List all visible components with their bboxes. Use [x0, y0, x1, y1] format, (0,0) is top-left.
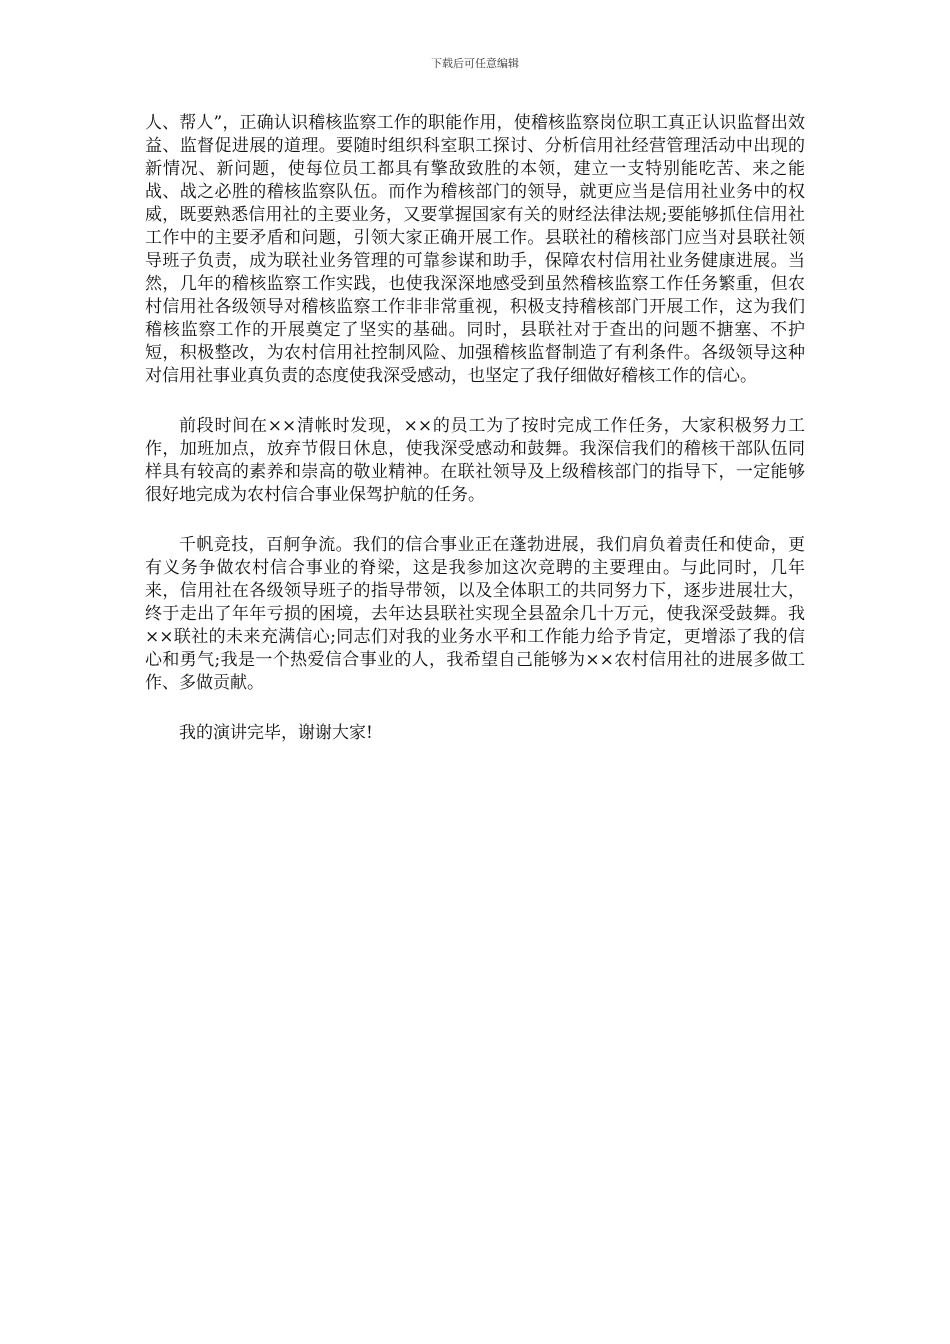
paragraph-4: 我的演讲完毕，谢谢大家!	[179, 723, 373, 743]
paragraph-3: 千帆竞技，百舸争流。我们的信合事业正在蓬勃进展，我们肩负着责任和使命，更有义务争做农村信合事业的脊梁，这是我参加这次竞聘的主要理由。与此同时，几年来，信用社在各级领导班子的指导带领，以及全体职工的共同努力下，逐步进展壮大，终于走出了年年亏损的困境，去年达县联社实现全县盈余几十万元，使我深受鼓舞。我××联社的未来充满信心;同志们对我的业务水平和工作能力给予肯定，更增添了我的信心和勇气;我是一个热爱信合事业的人，我希望自己能够为××农村信用社的进展多做工作、多做贡献。	[145, 535, 805, 693]
paragraph-2: 前段时间在××清帐时发现，××的员工为了按时完成工作任务，大家积极努力工作，加班加点，放弃节假日休息，使我深受感动和鼓舞。我深信我们的稽核干部队伍同样具有较高的素养和崇高的敬业精神。在联社领导及上级稽核部门的指导下，一定能够很好地完成为农村信合事业保驾护航的任务。	[145, 416, 805, 505]
page-header: 下载后可任意编辑	[431, 57, 519, 70]
document-body	[145, 112, 805, 772]
paragraph-1: 人、帮人”，正确认识稽核监察工作的职能作用，使稽核监察岗位职工真正认识监督出效益、监督促进展的道理。要随时组织科室职工探讨、分析信用社经营管理活动中出现的新情况、新问题，使每位员工都具有擎敌致胜的本领，建立一支特别能吃苦、来之能战、战之必胜的稽核监察队伍。而作为稽核部门的领导，就更应当是信用社业务中的权威，既要熟悉信用社的主要业务，又要掌握国家有关的财经法律法规;要能够抓住信用社工作中的主要矛盾和问题，引领大家正确开展工作。县联社的稽核部门应当对县联社领导班子负责，成为联社业务管理的可靠参谋和助手，保障农村信用社业务健康进展。当然，几年的稽核监察工作实践，也使我深深地感受到虽然稽核监察工作任务繁重，但农村信用社各级领导对稽核监察工作非非常重视，积极支持稽核部门开展工作，这为我们稽核监察工作的开展奠定了坚实的基础。同时，县联社对于查出的问题不搪塞、不护短，积极整改，为农村信用社控制风险、加强稽核监督制造了有利条件。各级领导这种对信用社事业真负责的态度使我深受感动，也坚定了我仔细做好稽核工作的信心。	[145, 113, 805, 386]
